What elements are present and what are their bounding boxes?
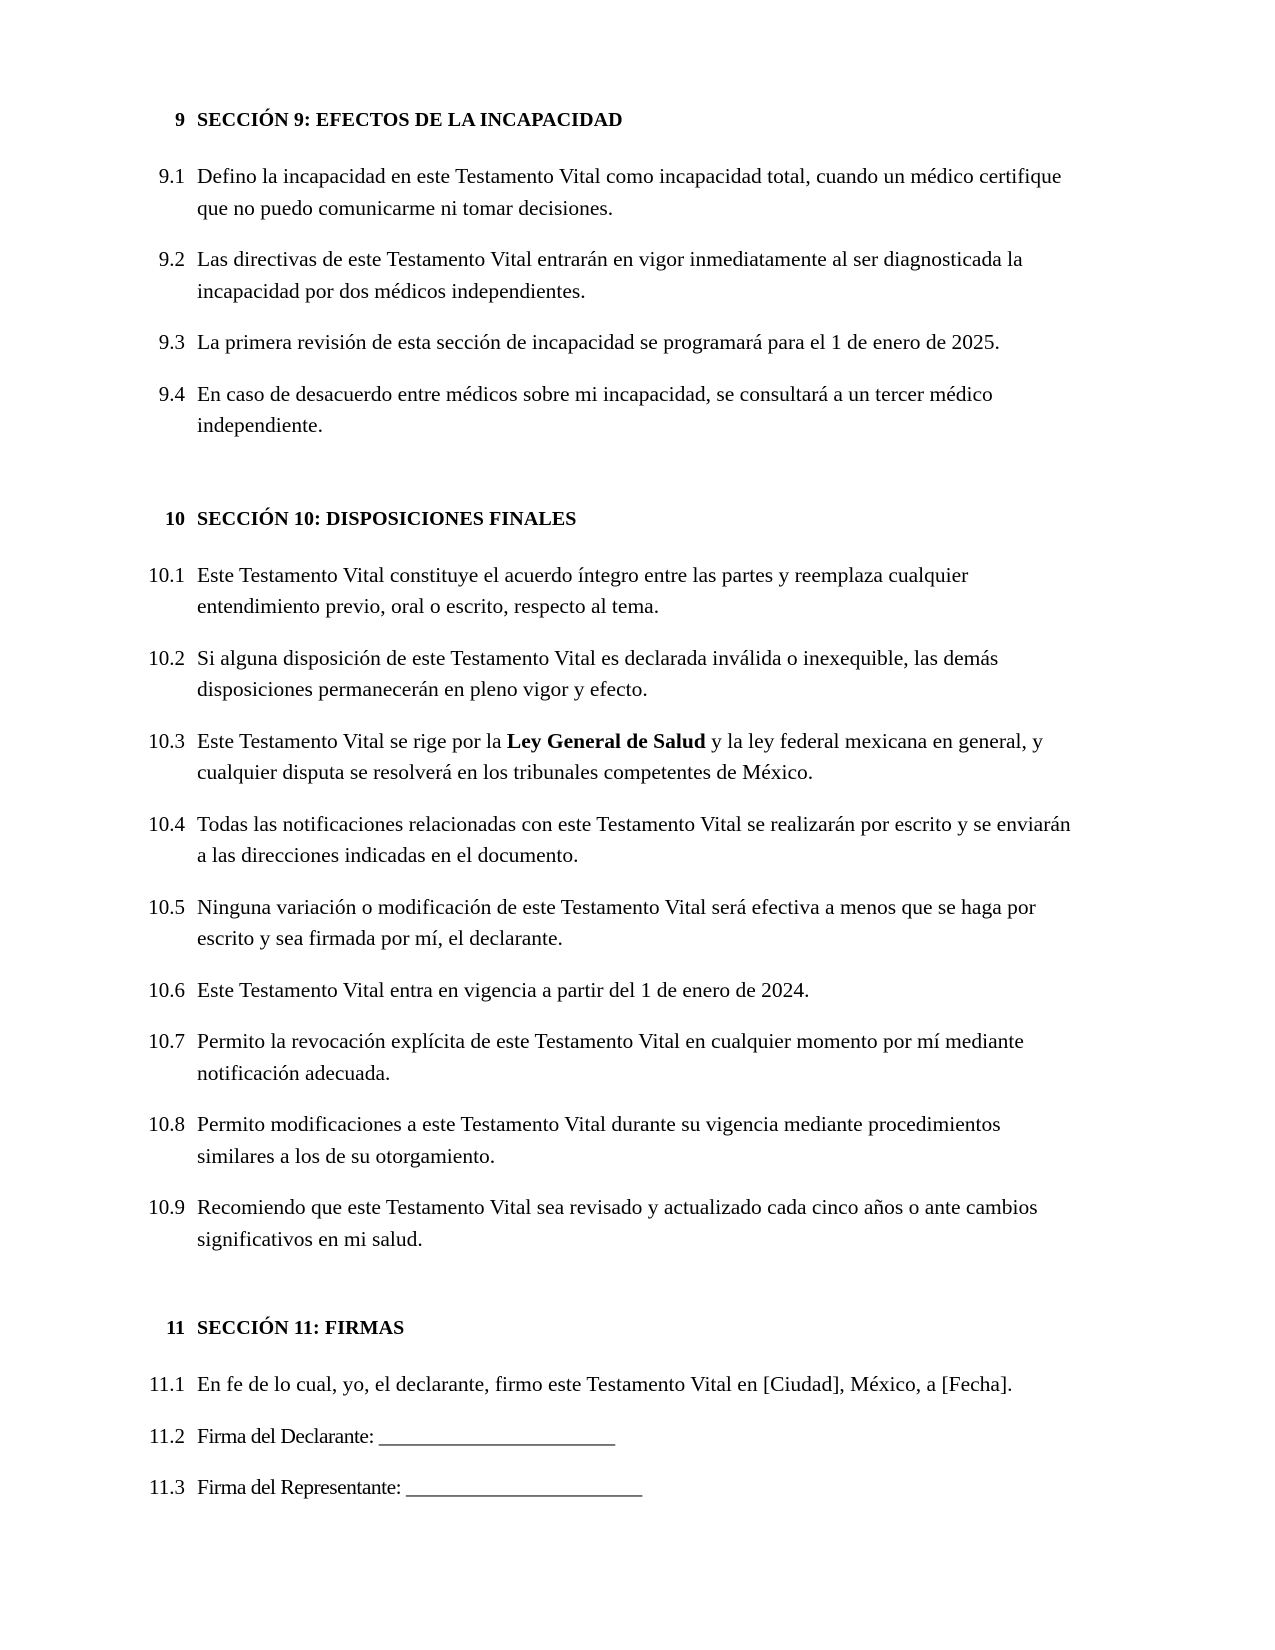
clause-number: 10.5: [148, 894, 185, 919]
clause-text: En caso de desacuerdo entre médicos sobre mi incapacidad, se consultará a un tercer médico independiente.: [197, 381, 993, 437]
clause-10-7: [135, 1026, 1075, 1089]
clause-11-3: [135, 1472, 1075, 1504]
clause-text: La primera revisión de esta sección de incapacidad se programará para el 1 de enero de 2025.: [197, 330, 1000, 354]
clause-number: 10.3: [148, 728, 185, 753]
section-seccion-10: [135, 504, 1075, 1256]
clause-10-6: [135, 975, 1075, 1007]
section-seccion-9: [135, 105, 1075, 442]
section-number: 10: [165, 507, 185, 530]
clause-text-emphasis: Ley General de Salud: [506, 728, 706, 753]
clause-text: Ninguna variación o modificación de este Testamento Vital será efectiva a menos que se haga por escrito y sea firmada por mí, el declarante.: [197, 894, 1036, 950]
clause-10-1: [135, 560, 1075, 623]
clause-number: 11.3: [149, 1475, 185, 1499]
clause-text: Permito modificaciones a este Testamento Vital durante su vigencia mediante procedimientos similares a los de su otorgamiento.: [197, 1112, 1001, 1168]
section-number: 11: [166, 1317, 185, 1339]
clause-10-3: [135, 726, 1075, 789]
clause-text: Las directivas de este Testamento Vital entrarán en vigor inmediatamente al ser diagnosticada la incapacidad por dos médicos independientes.: [197, 247, 1023, 303]
clause-number: 10.1: [148, 562, 185, 587]
clause-text: [185, 726, 1075, 789]
clause-text: Defino la incapacidad en este Testamento Vital como incapacidad total, cuando un médico certifique que no puedo comunicarme ni tomar decisiones.: [197, 164, 1062, 220]
clause-9-4: [135, 379, 1075, 442]
clause-11-2: [135, 1421, 1075, 1453]
clause-text: Si alguna disposición de este Testamento Vital es declarada inválida o inexequible, las demás disposiciones permanecerán en pleno vigor y efecto.: [197, 645, 999, 701]
clause-text-after: y la ley federal mexicana en general, y cualquier disputa se resolverá en los tribunales competentes de México.: [197, 728, 1044, 784]
representative-signature-line: Firma del Representante: _______________________: [197, 1475, 642, 1499]
clause-number: 10.8: [148, 1112, 185, 1136]
section-heading-11: [135, 1313, 1075, 1343]
clause-number: 10.4: [148, 811, 185, 836]
clause-text: Recomiendo que este Testamento Vital sea revisado y actualizado cada cinco años o ante cambios significativos en mi salud.: [197, 1195, 1038, 1251]
clause-text: Todas las notificaciones relacionadas con este Testamento Vital se realizarán por escrito y se enviarán a las direcciones indicadas en el documento.: [197, 811, 1071, 867]
clause-number: 9.3: [158, 330, 185, 354]
clause-text: Este Testamento Vital entra en vigencia a partir del 1 de enero de 2024.: [197, 977, 810, 1002]
document-body: [135, 105, 1075, 1504]
clause-number: 11.1: [149, 1372, 185, 1396]
clause-10-9: [135, 1192, 1075, 1255]
clause-number: 11.2: [149, 1423, 185, 1448]
clause-number: 10.9: [148, 1195, 185, 1219]
section-spacer: [135, 442, 1075, 504]
clause-10-8: [135, 1109, 1075, 1172]
section-seccion-11: [135, 1313, 1075, 1504]
declarant-signature-line: Firma del Declarante: _______________________: [197, 1423, 615, 1448]
clause-number: 10.6: [148, 977, 185, 1002]
section-number: 9: [175, 109, 185, 131]
clause-10-5: [135, 892, 1075, 955]
clause-9-3: [135, 327, 1075, 359]
clause-10-4: [135, 809, 1075, 872]
clause-number: 10.7: [148, 1029, 185, 1053]
section-spacer: [135, 1255, 1075, 1313]
clause-text: Este Testamento Vital constituye el acuerdo íntegro entre las partes y reemplaza cualquier entendimiento previo, oral o escrito, respecto al tema.: [197, 562, 969, 618]
clause-text: En fe de lo cual, yo, el declarante, firmo este Testamento Vital en [Ciudad], México, a [Fecha].: [197, 1372, 1013, 1396]
section-heading-10: [135, 504, 1075, 534]
clause-number: 9.4: [158, 381, 185, 406]
clause-text-before: Este Testamento Vital se rige por la: [197, 728, 507, 753]
section-title: SECCIÓN 9: EFECTOS DE LA INCAPACIDAD: [197, 109, 623, 131]
clause-11-1: [135, 1369, 1075, 1401]
clause-9-2: [135, 244, 1075, 307]
clause-number: 9.1: [158, 164, 185, 188]
clause-text: Permito la revocación explícita de este Testamento Vital en cualquier momento por mí mediante notificación adecuada.: [197, 1029, 1024, 1085]
clause-10-2: [135, 643, 1075, 706]
section-title: SECCIÓN 11: FIRMAS: [197, 1317, 405, 1339]
section-heading-9: [135, 105, 1075, 135]
section-title: SECCIÓN 10: DISPOSICIONES FINALES: [197, 507, 577, 530]
clause-number: 10.2: [148, 645, 185, 670]
clause-number: 9.2: [158, 247, 185, 271]
clause-9-1: [135, 161, 1075, 224]
